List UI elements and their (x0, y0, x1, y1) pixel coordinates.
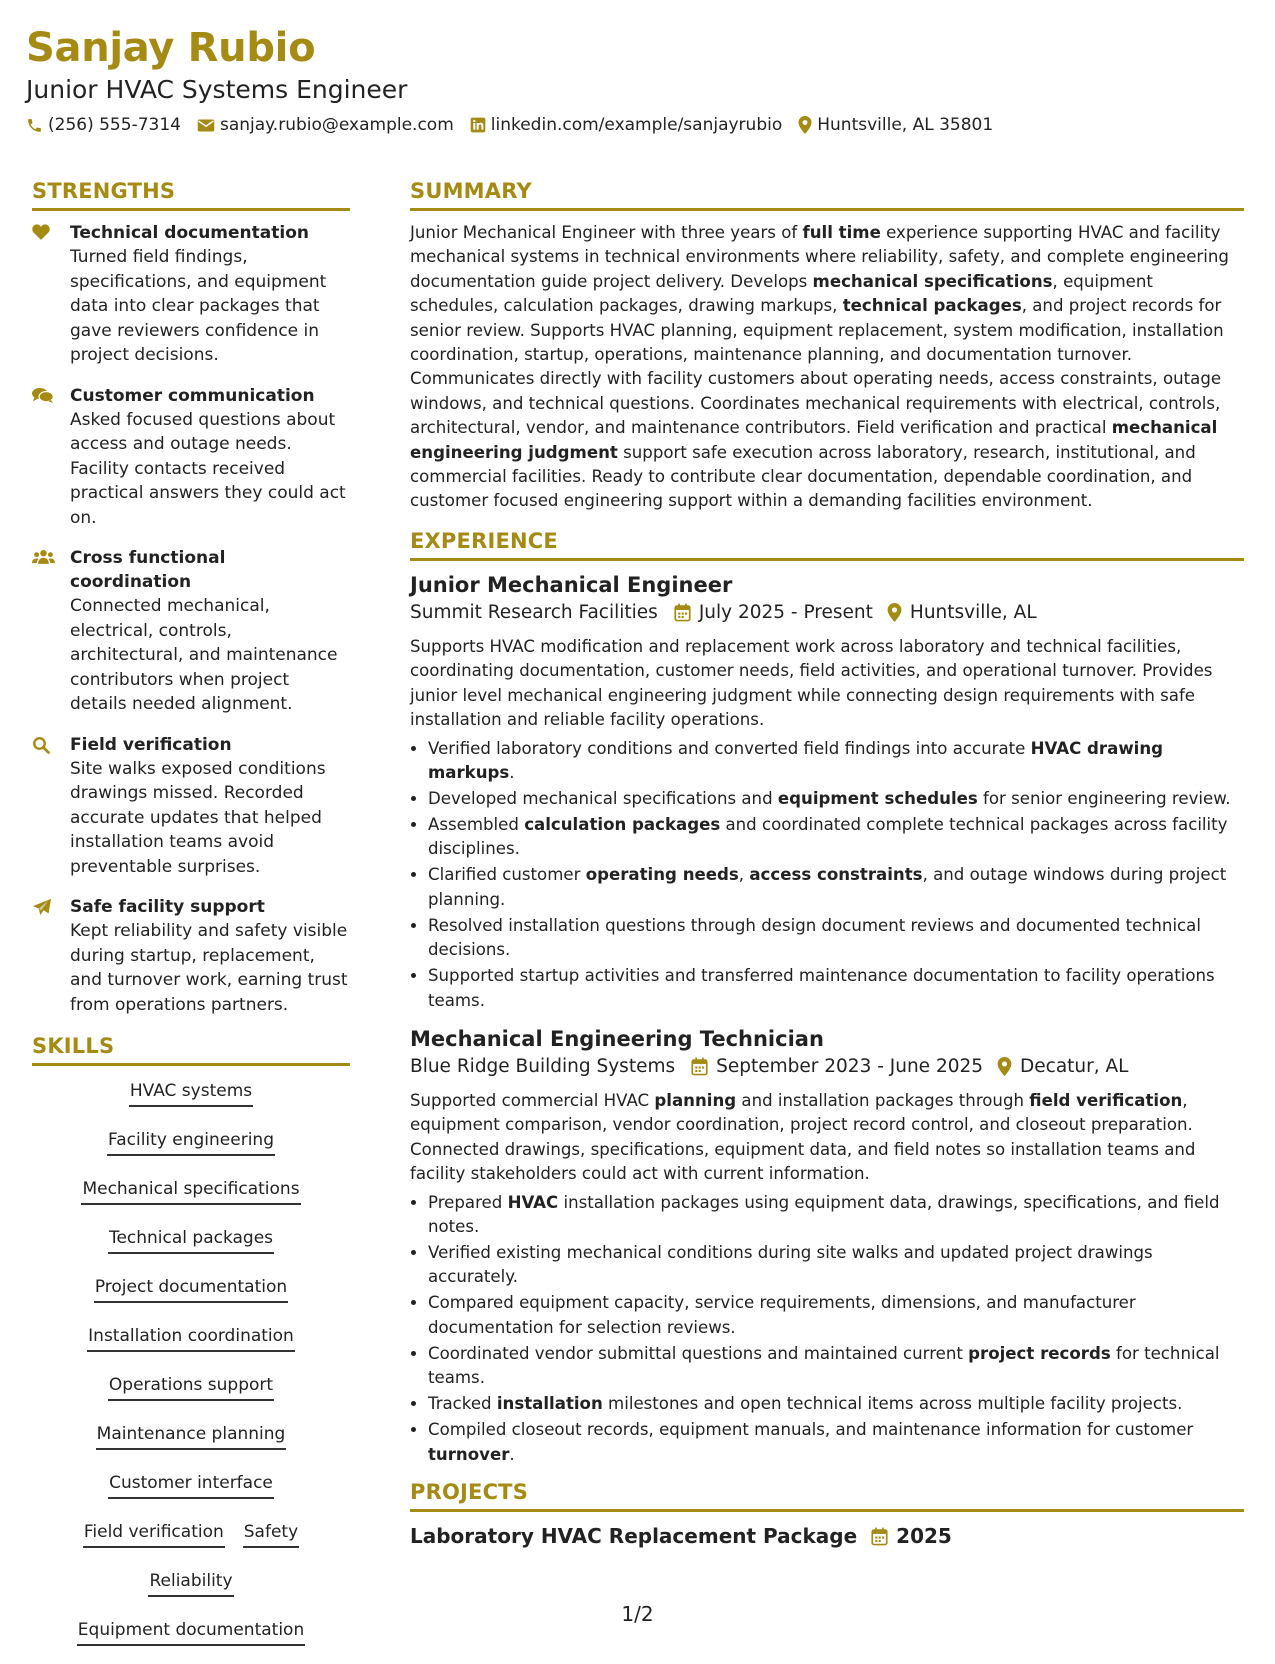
projects-list (410, 1522, 1244, 1550)
project-year: 2025 (896, 1524, 952, 1548)
job-bullet (428, 1418, 1244, 1467)
job-bullet (428, 1342, 1244, 1391)
linkedin-icon (470, 117, 486, 133)
job-bullet (428, 914, 1244, 963)
strength-description: Turned field findings, specifications, and equipment data into clear packages that gave reviewers confidence in project decisions. (70, 247, 327, 365)
right-column (410, 178, 1244, 1550)
contact-location (798, 114, 993, 136)
job-summary (410, 635, 1244, 733)
candidate-title: Junior HVAC Systems Engineer (26, 75, 408, 104)
paper-plane-icon (32, 895, 70, 1017)
text-run: and coordinated complete technical packages across facility disciplines. (428, 814, 1228, 859)
location-text: Huntsville, AL 35801 (817, 115, 994, 135)
calendar-icon (871, 1527, 888, 1546)
strength-text (70, 895, 350, 1017)
job-bullet (428, 1291, 1244, 1340)
job-title: Junior Mechanical Engineer (410, 572, 733, 597)
resume-header (26, 22, 1009, 136)
skills-list (32, 1076, 350, 1664)
job-bullet (428, 1392, 1244, 1416)
emphasized-text: project records (968, 1343, 1111, 1363)
strength-title: Technical documentation (70, 223, 309, 243)
text-run: for technical teams. (428, 1343, 1220, 1388)
emphasized-text: equipment schedules (777, 788, 978, 808)
text-run: . (509, 1444, 515, 1464)
emphasized-text: access constraints (749, 865, 923, 885)
skill-tag: Customer interface (108, 1471, 274, 1499)
job-entry (410, 571, 1244, 1013)
job-meta (410, 1053, 1244, 1081)
text-run: and installation packages through (736, 1090, 1030, 1110)
contact-bar (26, 114, 1009, 136)
text-run: installation packages using equipment data, drawings, specifications, and field notes. (428, 1192, 1220, 1236)
strength-title: Cross functional coordination (70, 548, 226, 592)
experience-list (410, 571, 1244, 1467)
job-company: Blue Ridge Building Systems (410, 1055, 676, 1077)
strength-item (32, 221, 350, 368)
skill-tag: Project documentation (94, 1275, 288, 1303)
strength-item (32, 546, 350, 717)
map-marker-icon (997, 1057, 1012, 1076)
email-text: sanjay.rubio@example.com (219, 115, 454, 135)
text-run: Coordinated vendor submittal questions and maintained current (428, 1343, 969, 1363)
job-bullet (428, 787, 1244, 811)
heart-icon (32, 221, 70, 368)
phone-icon (26, 117, 43, 134)
strength-text (70, 546, 350, 717)
text-run: Prepared (428, 1192, 508, 1212)
contact-linkedin[interactable] (470, 114, 782, 136)
text-run: support safe execution across laboratory, research, institutional, and commercial facilities. Ready to contribute clear documentation, dependable coordination, and customer focused engineering support within a demanding facilities environment. (410, 442, 1196, 511)
project-entry (410, 1522, 1244, 1550)
envelope-icon (197, 118, 215, 133)
comments-icon (32, 384, 70, 531)
strength-item (32, 384, 350, 531)
experience-heading: EXPERIENCE (410, 528, 1244, 561)
map-marker-icon (798, 116, 812, 134)
strength-description: Asked focused questions about access and outage needs. Facility contacts received practical answers they could act on. (70, 409, 346, 528)
text-run: . (509, 762, 515, 782)
emphasized-text: calculation packages (524, 814, 721, 834)
job-title: Mechanical Engineering Technician (410, 1026, 824, 1051)
emphasized-text: field verification (1029, 1090, 1183, 1110)
job-bullet (428, 863, 1244, 912)
emphasized-text: HVAC (507, 1192, 559, 1212)
skill-tag: Facility engineering (107, 1128, 275, 1156)
job-location: Decatur, AL (1020, 1055, 1129, 1077)
strength-text (70, 221, 350, 368)
text-run: Developed mechanical specifications and (428, 788, 778, 808)
page-indicator: 1/2 (621, 1602, 654, 1626)
job-bullets (410, 737, 1244, 1013)
projects-heading: PROJECTS (410, 1479, 1244, 1512)
job-bullet (428, 964, 1244, 1013)
calendar-icon (674, 603, 691, 622)
text-run: , (738, 865, 750, 885)
linkedin-text: linkedin.com/example/sanjayrubio (490, 115, 783, 135)
job-meta (410, 599, 1244, 627)
skill-tag: Maintenance planning (96, 1422, 287, 1450)
text-run: Supported commercial HVAC (410, 1090, 655, 1110)
emphasized-text: mechanical specifications (812, 271, 1053, 291)
search-icon (32, 733, 70, 880)
text-run: Clarified customer (428, 865, 586, 885)
job-bullet (428, 1191, 1244, 1240)
text-run: for senior engineering review. (977, 788, 1231, 808)
skill-tag: Operations support (108, 1373, 274, 1401)
job-bullet (428, 813, 1244, 862)
text-run: Verified laboratory conditions and converted field findings into accurate (428, 738, 1031, 758)
candidate-name: Sanjay Rubio (26, 25, 316, 71)
users-icon (32, 546, 70, 717)
job-company: Summit Research Facilities (410, 601, 658, 623)
job-location: Huntsville, AL (909, 601, 1037, 623)
strength-text (70, 384, 350, 531)
strength-description: Connected mechanical, electrical, controls, architectural, and maintenance contributors when project details needed alignment. (70, 596, 338, 714)
job-summary (410, 1089, 1244, 1187)
text-run: , equipment comparison, vendor coordination, project record control, and closeout preparation. Connected drawings, specifications, equipment data, and field notes so installation teams and facility stakeholders could act with current information. (410, 1090, 1196, 1184)
job-dates: September 2023 - June 2025 (716, 1055, 984, 1077)
contact-email[interactable] (197, 114, 454, 136)
skills-heading: SKILLS (32, 1033, 350, 1066)
phone-text: (256) 555-7314 (48, 115, 181, 135)
skill-tag: HVAC systems (129, 1079, 253, 1107)
text-run: Assembled (428, 814, 525, 834)
strength-title: Field verification (70, 734, 232, 755)
strength-title: Safe facility support (70, 897, 265, 917)
strengths-heading: STRENGTHS (32, 178, 350, 211)
strength-description: Kept reliability and safety visible during startup, replacement, and turnover work, earning trust from operations partners. (70, 921, 348, 1015)
text-run: Compared equipment capacity, service requirements, dimensions, and manufacturer documentation for selection reviews. (428, 1293, 1136, 1337)
strength-description: Site walks exposed conditions drawings missed. Recorded accurate updates that helped installation teams avoid preventable surprises. (70, 758, 326, 877)
text-run: milestones and open technical items across multiple facility projects. (602, 1394, 1183, 1414)
emphasized-text: turnover (428, 1444, 510, 1464)
emphasized-text: planning (654, 1090, 737, 1110)
map-marker-icon (887, 603, 902, 622)
skill-tag: Field verification (83, 1520, 225, 1548)
skill-tag: Equipment documentation (77, 1618, 305, 1646)
emphasized-text: mechanical engineering judgment (410, 418, 1218, 462)
job-dates: July 2025 - Present (698, 601, 873, 623)
strength-text (70, 733, 350, 880)
text-run: experience supporting HVAC and facility mechanical systems in technical environments where reliability, safety, and complete engineering documentation guide project delivery. Develops (410, 223, 1229, 291)
contact-phone[interactable] (26, 114, 181, 136)
job-entry (410, 1025, 1244, 1467)
strengths-list (32, 221, 350, 1017)
skill-tag: Reliability (148, 1569, 233, 1597)
skill-tag: Installation coordination (87, 1324, 295, 1352)
skill-tag: Mechanical specifications (81, 1177, 300, 1205)
text-run: Resolved installation questions through design document reviews and documented technical decisions. (428, 915, 1201, 960)
emphasized-text: operating needs (585, 865, 739, 885)
text-run: Supports HVAC modification and replacement work across laboratory and technical facilities, coordinating documentation, customer needs, field activities, and operational turnover. Provides junior level mechanical engineering judgment while connecting design requirements with safe installation and reliable facility operations. (410, 636, 1213, 730)
calendar-icon (691, 1057, 708, 1076)
text-run: , and outage windows during project planning. (428, 865, 1227, 909)
skill-tag: Safety (243, 1520, 299, 1548)
strength-title: Customer communication (70, 385, 315, 406)
summary-heading: SUMMARY (410, 178, 1244, 211)
job-bullet (428, 737, 1244, 786)
emphasized-text: technical packages (842, 296, 1022, 316)
skill-tag: Technical packages (108, 1226, 274, 1254)
text-run: Junior Mechanical Engineer with three years of (410, 223, 803, 242)
strength-item (32, 895, 350, 1017)
text-run: Compiled closeout records, equipment manuals, and maintenance information for customer (428, 1420, 1194, 1440)
text-run: , and project records for senior review. Supports HVAC planning, equipment replacement, system modification, installation coordination, startup, operations, maintenance planning, and documentation turnover. Communicates directly with facility customers about operating needs, access constraints, outage windows, and technical questions. Coordinates mechanical requirements with electrical, controls, architectural, vendor, and maintenance contributors. Field verification and practical (410, 296, 1224, 438)
text-run: Supported startup activities and transferred maintenance documentation to facility operations teams. (428, 966, 1215, 1010)
job-bullets (410, 1191, 1244, 1467)
text-run: , equipment schedules, calculation packages, drawing markups, (410, 271, 1153, 316)
strength-item (32, 733, 350, 880)
summary-text (410, 221, 1244, 514)
job-bullet (428, 1241, 1244, 1290)
emphasized-text: installation (496, 1394, 603, 1414)
emphasized-text: full time (802, 223, 881, 242)
text-run: Verified existing mechanical conditions during site walks and updated project drawings accurately. (428, 1242, 1153, 1287)
text-run: Tracked (428, 1394, 497, 1414)
left-column (32, 178, 350, 1664)
project-name: Laboratory HVAC Replacement Package (410, 1524, 858, 1548)
emphasized-text: HVAC drawing markups (428, 738, 1164, 782)
